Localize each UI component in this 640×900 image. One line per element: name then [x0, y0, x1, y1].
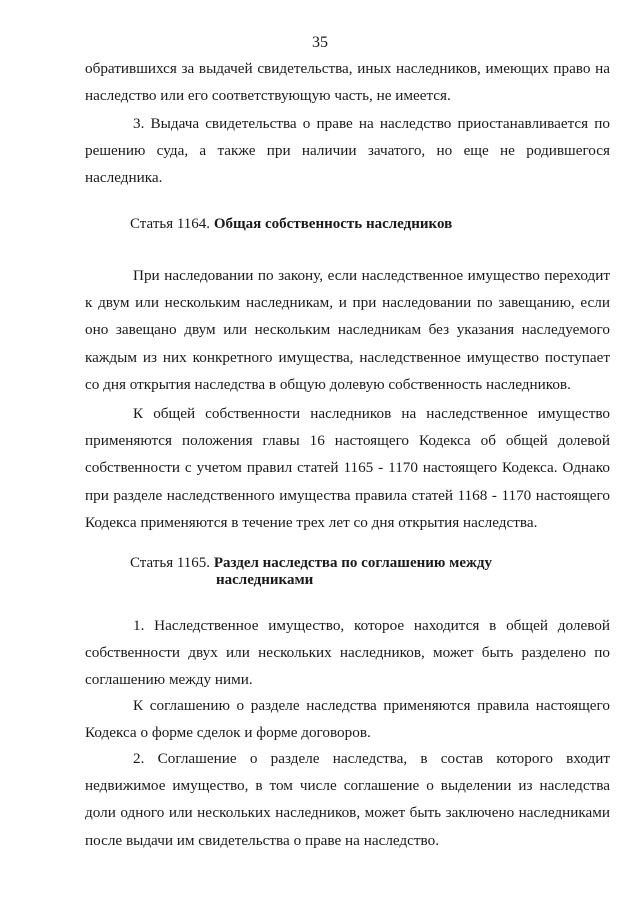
paragraph-item-3: 3. Выдача свидетельства о праве на наследство приостанавливается по решению суда, а также при наличии зачатого, но еще не родившегося наследника.	[85, 115, 610, 187]
article-1165-heading	[130, 555, 590, 589]
article-1164-title: Общая собственность наследников	[213, 216, 453, 232]
article-1164-number: Статья 1164.	[130, 216, 211, 232]
article-1165-number: Статья 1165.	[130, 555, 211, 571]
article-1165-title-line1: Раздел наследства по соглашению между	[213, 555, 492, 571]
paragraph-article-1165-3: 2. Соглашение о разделе наследства, в состав которого входит недвижимое имущество, в том числе соглашение о выделении из наследства доли одного или нескольких наследников, может быть заключено наследниками после выдачи им свидетельства о праве на наследство.	[85, 750, 610, 849]
paragraph-article-1164-1: При наследовании по закону, если наследственное имущество переходит к двум или нескольким наследникам, и при наследовании по завещанию, если оно завещано двум или нескольким наследникам без указания наследуемого каждым из них конкретного имущества, наследственное имущество поступает со дня открытия наследства в общую долевую собственность наследников.	[85, 267, 610, 393]
paragraph-continuation: обратившихся за выдачей свидетельства, иных наследников, имеющих право на наследство или его соответствующую часть, не имеется.	[85, 60, 610, 105]
paragraph-article-1165-2: К соглашению о разделе наследства применяются правила настоящего Кодекса о форме сделок и форме договоров.	[85, 697, 610, 742]
paragraph-article-1165-1: 1. Наследственное имущество, которое находится в общей долевой собственности двух или нескольких наследников, может быть разделено по соглашению между ними.	[85, 617, 610, 689]
page-number: 35	[312, 34, 328, 51]
paragraph-article-1164-2: К общей собственности наследников на наследственное имущество применяются положения главы 16 настоящего Кодекса об общей долевой собственности с учетом правил статей 1165 - 1170 настоящего Кодекса. Однако при разделе наследственного имущества правила статей 1168 - 1170 настоящего Кодекса применяются в течение трех лет со дня открытия наследства.	[85, 405, 610, 531]
article-1165-title-line2: наследниками	[216, 572, 314, 588]
article-1164-heading	[130, 216, 590, 233]
